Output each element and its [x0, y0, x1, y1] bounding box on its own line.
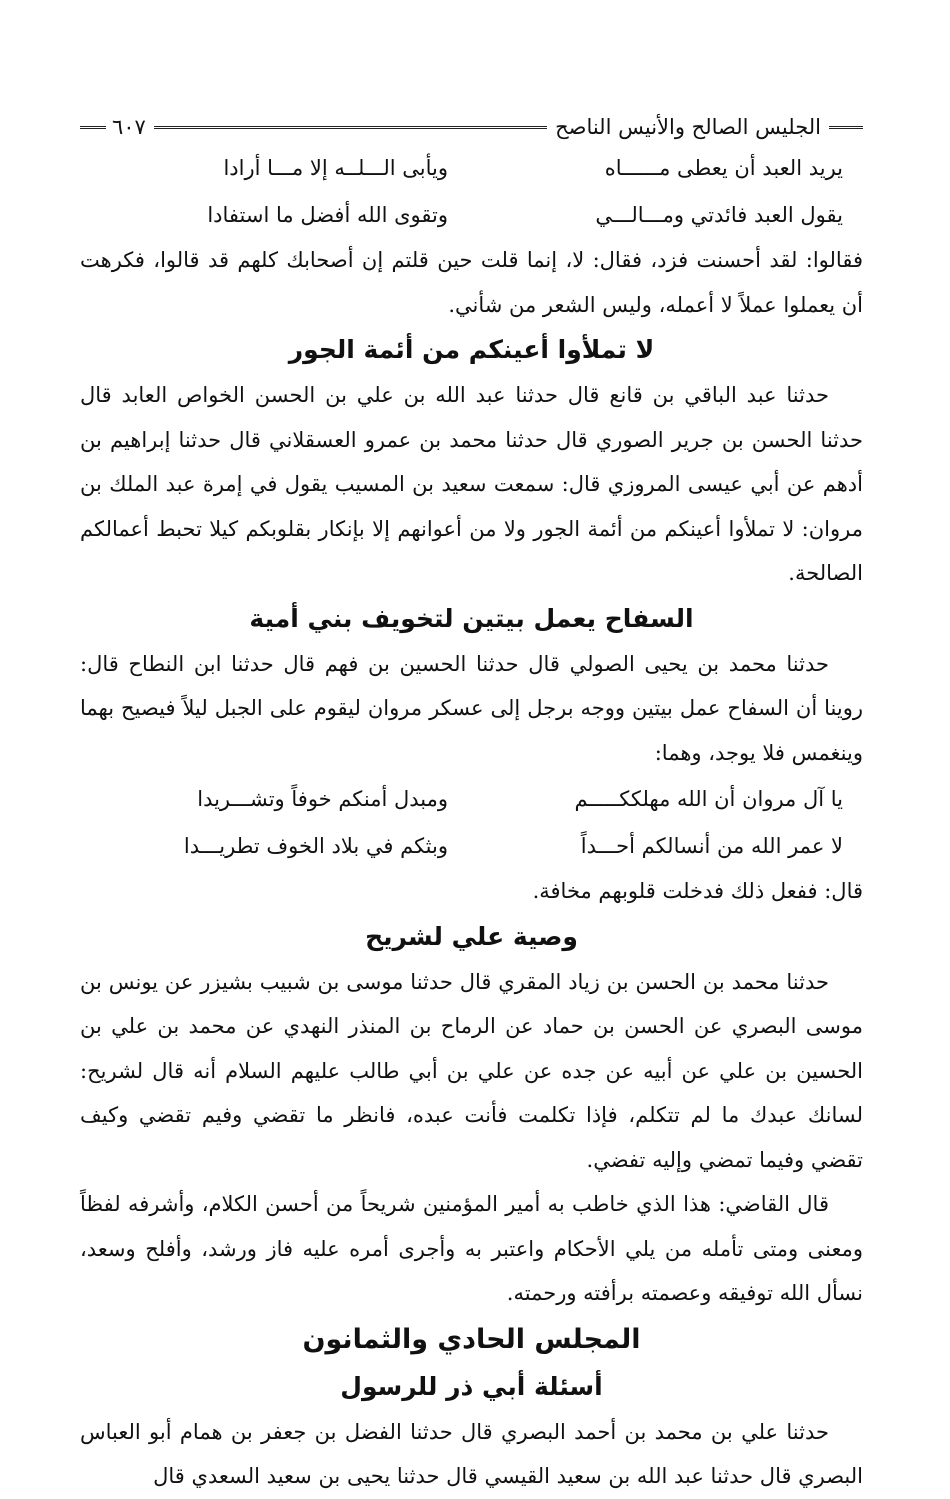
hemistich: لا عمر الله من أنسالكم أحـــداً	[580, 833, 843, 858]
paragraph: حدثنا علي بن محمد بن أحمد البصري قال حدثنا الفضل بن جعفر بن همام أبو العباس البصري قال حدثنا عبد الله بن سعيد القيسي قال حدثنا يحيى بن سعيد السعدي قال	[80, 1419, 863, 1488]
page-number: ٦٠٧	[112, 115, 146, 139]
poem-1	[80, 144, 863, 238]
hemistich: ومبدل أمنكم خوفاً وتشـــريدا	[197, 786, 448, 811]
header-ornament-left	[80, 126, 106, 129]
paragraph: حدثنا محمد بن يحيى الصولي قال حدثنا الحسين بن فهم قال حدثنا ابن النطاح قال: روينا أن السفاح عمل بيتين ووجه برجل إلى عسكر مروان ليقوم على الجبل ليلاً فيصيح بهما وينغمس فلا يوجد، وهما:	[80, 651, 863, 765]
paragraph: قال القاضي: هذا الذي خاطب به أمير المؤمنين شريحاً من أحسن الكلام، وأشرفه لفظاً ومعنى ومتى تأمله من يلي الأحكام واعتبر به وأجرى أمره عليه فاز ورشد، وأفلح وسعد، نسأل الله توفيقه وعصمته برأفته ورحمته.	[80, 1192, 863, 1305]
verse	[80, 775, 863, 822]
section-heading: السفاح يعمل بيتين لتخويف بني أمية	[249, 603, 694, 633]
section-heading: أسئلة أبي ذر للرسول	[340, 1371, 603, 1401]
header-ornament-right	[829, 126, 863, 129]
running-header	[80, 110, 863, 144]
book-title: الجليس الصالح والأنيس الناصح	[555, 115, 821, 139]
paragraph: قال: ففعل ذلك فدخلت قلوبهم مخافة.	[532, 879, 863, 903]
book-page	[80, 110, 863, 1499]
paragraph: حدثنا عبد الباقي بن قانع قال حدثنا عبد الله بن علي بن الحسن الخواص العابد قال حدثنا الحسن بن جرير الصوري قال حدثنا محمد بن عمرو العسقلاني قال حدثنا إبراهيم بن أدهم عن أبي عيسى المروزي قال: سمعت سعيد بن المسيب يقول في إمرة عبد الملك بن مروان: لا تملأوا أعينكم من أئمة الجور ولا من أعوانهم إلا بإنكار بقلوبكم كيلا تحبط أعمالكم الصالحة.	[80, 383, 863, 585]
verse	[80, 191, 863, 238]
paragraph: حدثنا محمد بن الحسن بن زياد المقري قال حدثنا موسى بن شبيب بشيزر عن يونس بن موسى البصري عن الحسن بن حماد عن الرماح بن المنذر النهدي عن محمد بن علي بن الحسين بن علي عن أبيه عن جده عن علي بن أبي طالب عليهم السلام أنه قال لشريح: لسانك عبدك ما لم تتكلم، فإذا تكلمت فأنت عبده، فانظر ما تقضي وفيم تقضي وكيف تقضي وفيما تمضي وإليه تفضي.	[80, 969, 863, 1172]
poem-2	[80, 775, 863, 869]
section-heading: وصية علي لشريح	[365, 921, 578, 951]
section-heading: لا تملأوا أعينكم من أئمة الجور	[288, 335, 655, 364]
hemistich: وتقوى الله أفضل ما استفادا	[207, 202, 448, 227]
verse	[80, 822, 863, 869]
chapter-heading: المجلس الحادي والثمانون	[302, 1323, 641, 1355]
hemistich: ويأبى الـــلــه إلا مـــا أرادا	[223, 155, 448, 180]
verse	[80, 144, 863, 191]
header-rule	[154, 126, 547, 129]
hemistich: يريد العبد أن يعطى مــــــاه	[604, 155, 843, 180]
hemistich: يا آل مروان أن الله مهلككـــــم	[574, 786, 843, 811]
hemistich: وبثكم في بلاد الخوف تطريـــدا	[183, 833, 448, 858]
hemistich: يقول العبد فائدتي ومـــالـــي	[595, 202, 843, 227]
paragraph: فقالوا: لقد أحسنت فزد، فقال: لا، إنما قلت حين قلتم إن أصحابك كلهم قد قالوا، فكرهت أن يعملوا عملاً لا أعمله، وليس الشعر من شأني.	[80, 248, 863, 317]
